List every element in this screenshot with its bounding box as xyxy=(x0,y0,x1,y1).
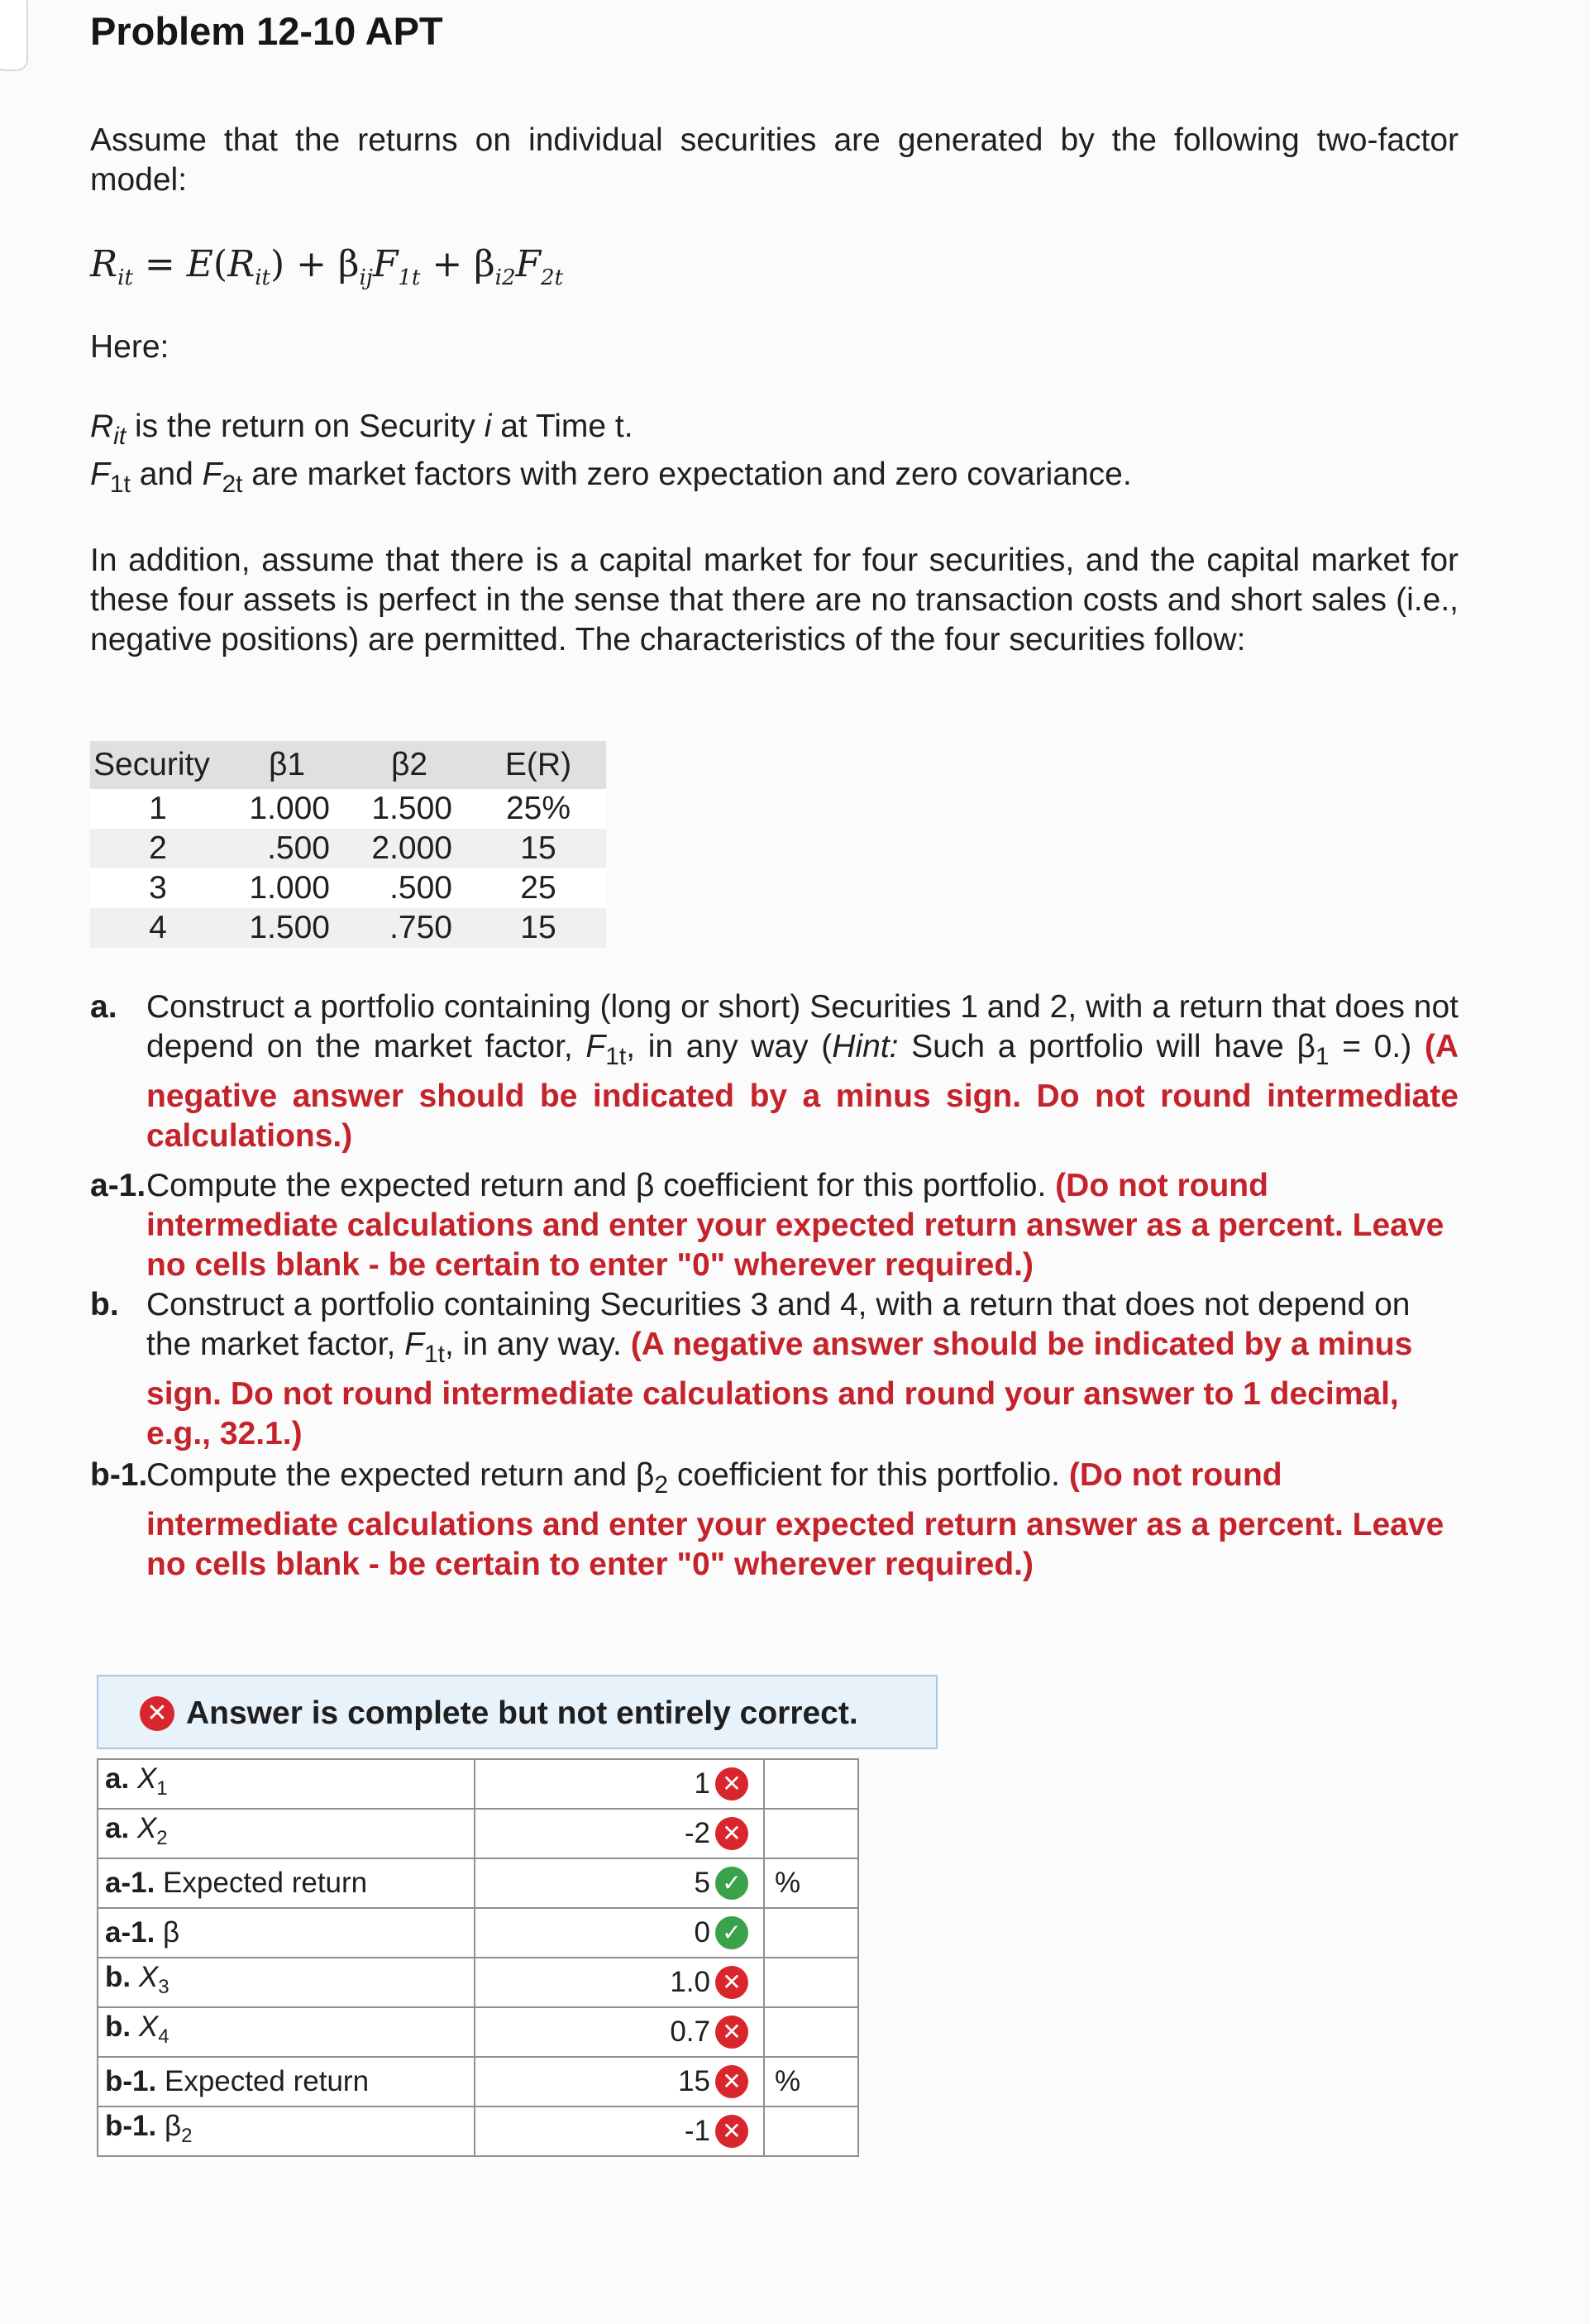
question-a-label: a. xyxy=(90,989,117,1025)
table-cell: .750 xyxy=(348,908,470,948)
answer-unit xyxy=(764,1908,858,1958)
incorrect-icon: ✕ xyxy=(140,1696,174,1731)
formula-beta2: β xyxy=(474,243,495,285)
answer-label: b-1. $\beta_2$ xyxy=(98,2106,475,2156)
formula-beta1: β xyxy=(338,243,360,285)
answer-row-b-x4 xyxy=(98,2007,858,2057)
header-expected-return: E(R) xyxy=(470,741,606,789)
question-b-f-sub: 1t xyxy=(423,1340,445,1368)
table-cell: .500 xyxy=(226,829,348,868)
table-row xyxy=(90,789,606,829)
table-cell: 1.000 xyxy=(226,868,348,908)
question-b1-label: b-1. xyxy=(90,1457,148,1493)
answer-input-b-x4[interactable]: 0.7 ✕ xyxy=(475,2007,764,2057)
formula-f2-sub: 2t xyxy=(541,265,564,290)
left-edge-tab[interactable] xyxy=(0,0,28,71)
formula-r2-sub: it xyxy=(255,265,270,290)
answer-unit xyxy=(764,2007,858,2057)
def-f1: F xyxy=(90,457,110,492)
answer-label: a. $X_1$ xyxy=(98,1759,475,1809)
incorrect-icon: ✕ xyxy=(715,1966,748,1999)
formula-beta1-sub: ij xyxy=(359,265,373,290)
answer-label: a-1. Expected return xyxy=(98,1858,475,1908)
answer-label: b. $X_3$ xyxy=(98,1958,475,2007)
result-banner-text: Answer is complete but not entirely correct. xyxy=(186,1695,858,1731)
answer-row-b1-expected-return xyxy=(98,2057,858,2106)
header-beta1: β1 xyxy=(226,741,348,789)
answer-input-b1-beta2[interactable]: -1 ✕ xyxy=(475,2106,764,2156)
table-cell: 4 xyxy=(90,908,226,948)
formula-f1-sub: 1t xyxy=(398,265,421,290)
answer-input-a1-expected-return[interactable]: 5 ✓ xyxy=(475,1858,764,1908)
question-a-beta: β xyxy=(1296,1029,1315,1064)
incorrect-icon: ✕ xyxy=(715,2016,748,2049)
formula-e: E xyxy=(186,243,213,285)
question-a-f: F xyxy=(585,1029,606,1064)
header-security: Security xyxy=(90,741,226,789)
def-factors-text: are market factors with zero expectation and zero covariance. xyxy=(242,457,1132,492)
def-and: and xyxy=(130,457,203,492)
here-label: Here: xyxy=(90,329,170,365)
question-b1-body: Compute the expected return and $\beta_2$ coefficient for this portfolio. (Do not round intermediate calculations and enter your expected return answer as a percent. Leave no cells blank - be certain to enter "0" wherever required.) xyxy=(146,1457,1444,1582)
incorrect-icon: ✕ xyxy=(715,1817,748,1850)
table-cell: 25% xyxy=(470,789,606,829)
correct-check-icon: ✓ xyxy=(715,1867,748,1900)
answers-table xyxy=(97,1758,859,2157)
answer-unit: % xyxy=(764,2057,858,2106)
answer-input-b-x3[interactable]: 1.0 ✕ xyxy=(475,1958,764,2007)
table-cell: 1.000 xyxy=(226,789,348,829)
answer-label: a-1. β xyxy=(98,1908,475,1958)
question-a-body: Construct a portfolio containing (long or short) Securities 1 and 2, with a return that does not depend on the market factor, $F_{1t}$, in any way (Hint: Such a portfolio will have $\beta_1 = 0$.) (A negative answer should be indicated by a minus sign. Do not round intermediate calculations.) xyxy=(146,989,1459,1154)
question-b-instructions: (A negative answer should be indicated by a minus sign. Do not round intermediate calculations and round your answer to 1 decimal, e.g., 32.1.) xyxy=(146,1327,1413,1451)
question-a1-text: Compute the expected return and β coefficient for this portfolio. xyxy=(146,1168,1056,1203)
incorrect-icon: ✕ xyxy=(715,2065,748,2098)
formula-beta2-sub: i2 xyxy=(494,265,516,290)
answer-input-b1-expected-return[interactable]: 15 ✕ xyxy=(475,2057,764,2106)
def-i: i xyxy=(484,409,492,444)
table-cell: 2 xyxy=(90,829,226,868)
table-row xyxy=(90,868,606,908)
definition-factors xyxy=(90,455,1132,504)
question-a-text4: = 0.) xyxy=(1329,1029,1425,1064)
formula-r-sub: it xyxy=(117,265,133,290)
question-b-text1: Construct a portfolio containing Securities 3 and 4, with a return that does not depend on the market factor, xyxy=(146,1287,1411,1362)
table-cell: 1.500 xyxy=(348,789,470,829)
answer-row-a1-beta xyxy=(98,1908,858,1958)
question-a-text1: Construct a portfolio containing (long or short) Securities 1 and 2, with a return that does not depend on the market factor, xyxy=(146,989,1459,1064)
answer-unit xyxy=(764,1759,858,1809)
question-b1-text: Compute the expected return and β xyxy=(146,1457,655,1493)
table-cell: .500 xyxy=(348,868,470,908)
table-cell: 15 xyxy=(470,829,606,868)
answer-unit: % xyxy=(764,1858,858,1908)
incorrect-icon: ✕ xyxy=(715,1767,748,1800)
incorrect-icon: ✕ xyxy=(715,2115,748,2148)
table-row xyxy=(90,829,606,868)
addition-paragraph: In addition, assume that there is a capital market for four securities, and the capital market for these four assets is perfect in the sense that there are no transaction costs and short sales (i.e., negative positions) are permitted. The characteristics of the four securities follow: xyxy=(90,543,1459,658)
question-b-body xyxy=(146,1285,1459,1454)
question-a-text3: Such a portfolio will have xyxy=(898,1029,1297,1064)
header-beta2: β2 xyxy=(348,741,470,789)
answer-label: b. $X_4$ xyxy=(98,2007,475,2057)
answer-row-a1-expected-return xyxy=(98,1858,858,1908)
question-a-instructions: (A negative answer should be indicated by a minus sign. Do not round intermediate calculations.) xyxy=(146,1029,1459,1154)
formula-f1: F xyxy=(372,243,399,285)
question-b-text2: , in any way. xyxy=(445,1327,631,1362)
question-a-text2: , in any way ( xyxy=(626,1029,833,1064)
intro-paragraph: Assume that the returns on individual securities are generated by the following two-factor model: xyxy=(90,122,1459,198)
table-row xyxy=(90,908,606,948)
question-a-hint: Hint: xyxy=(832,1029,899,1064)
question-a1-instructions: (Do not round intermediate calculations and enter your expected return answer as a percent. Leave no cells blank - be certain to enter "0" wherever required.) xyxy=(146,1168,1444,1283)
question-b-label: b. xyxy=(90,1287,119,1322)
table-cell: 2.000 xyxy=(348,829,470,868)
table-cell: 25 xyxy=(470,868,606,908)
def-rit-text: is the return on Security xyxy=(126,409,485,444)
answer-row-a-x2 xyxy=(98,1809,858,1858)
answer-unit xyxy=(764,1958,858,2007)
def-r: R xyxy=(90,409,114,444)
answer-label: b-1. Expected return xyxy=(98,2057,475,2106)
answer-input-a1-beta[interactable]: 0 ✓ xyxy=(475,1908,764,1958)
answer-label: a. $X_2$ xyxy=(98,1809,475,1858)
question-a-f-sub: 1t xyxy=(605,1042,627,1070)
question-a1-label: a-1. xyxy=(90,1168,146,1203)
formula-equals: = xyxy=(144,243,175,285)
answer-unit xyxy=(764,2106,858,2156)
question-b1-text-end: coefficient for this portfolio. xyxy=(668,1457,1069,1493)
def-r-sub: it xyxy=(113,422,127,450)
answer-row-b-x3 xyxy=(98,1958,858,2007)
securities-table xyxy=(90,741,606,948)
answer-row-b1-beta2 xyxy=(98,2106,858,2156)
definition-rit xyxy=(90,407,633,457)
def-f2: F xyxy=(202,457,222,492)
question-b-f: F xyxy=(404,1327,424,1362)
answer-input-a-x2[interactable]: -2 ✕ xyxy=(475,1809,764,1858)
question-b1-instructions: (Do not round intermediate calculations and enter your expected return answer as a percent. Leave no cells blank - be certain to enter "0" wherever required.) xyxy=(146,1457,1444,1582)
question-a1-body xyxy=(146,1166,1459,1285)
def-f2-sub: 2t xyxy=(222,470,243,498)
formula-f2: F xyxy=(515,243,542,285)
table-cell: 1 xyxy=(90,789,226,829)
table-cell: 15 xyxy=(470,908,606,948)
answer-row-a-x1 xyxy=(98,1759,858,1809)
def-rit-end: at Time t. xyxy=(491,409,633,444)
correct-check-icon: ✓ xyxy=(715,1916,748,1949)
result-banner xyxy=(97,1675,938,1749)
securities-header-row xyxy=(90,741,606,789)
table-cell: 1.500 xyxy=(226,908,348,948)
two-factor-formula: $R_{it} = E(R_{it}) + \beta_{ij}F_{1t} + \beta_{i2}F_{2t}$ xyxy=(90,243,564,290)
answer-unit xyxy=(764,1809,858,1858)
answer-input-a-x1[interactable]: 1 ✕ xyxy=(475,1759,764,1809)
problem-title: Problem 12-10 APT xyxy=(90,9,443,53)
table-cell: 3 xyxy=(90,868,226,908)
def-f1-sub: 1t xyxy=(109,470,131,498)
formula-r: R xyxy=(90,243,118,285)
formula-r2: R xyxy=(227,243,255,285)
